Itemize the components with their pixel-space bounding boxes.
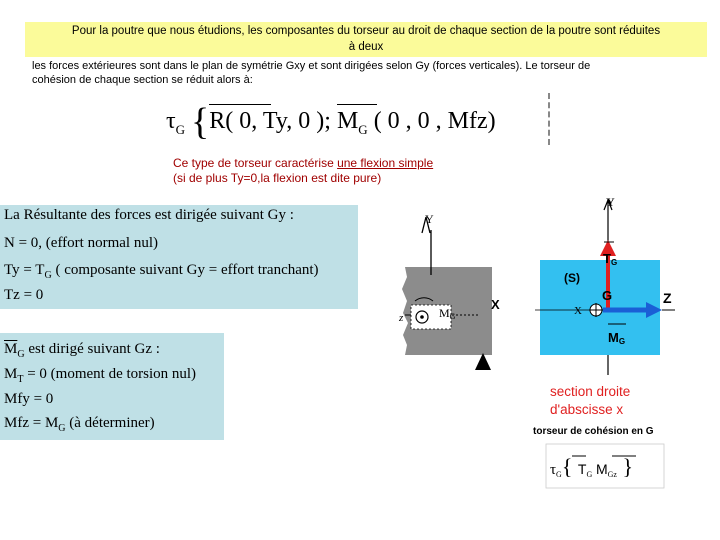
- mg-label: MG: [608, 330, 626, 346]
- resultante-line-2: N = 0, (effort normal nul): [4, 235, 158, 251]
- formula-r-text: R( 0, Ty, 0 );: [209, 108, 331, 134]
- beam-section-figure: [395, 205, 520, 385]
- y-axis-label: Y: [425, 212, 434, 226]
- caption-line-1: section droite: [550, 384, 631, 399]
- mg-label: MG: [439, 306, 456, 321]
- y-axis-label: Y: [606, 195, 615, 209]
- torseur-formula: [166, 100, 496, 144]
- tg-label: TG: [603, 251, 618, 267]
- formula-brace-icon: {: [191, 101, 210, 143]
- x-axis-label: X: [491, 297, 500, 312]
- resultante-panel: [0, 205, 358, 309]
- moment-line-3: Mfy = 0: [4, 391, 54, 407]
- formula-m-part: [337, 108, 358, 134]
- note-line-2: (si de plus Ty=0,la flexion est dite pure): [173, 171, 382, 185]
- moment-l4a: Mfz = M: [4, 415, 59, 431]
- resultante-line-1: La Résultante des forces est dirigée suivant Gy :: [4, 207, 294, 223]
- moment-l1a: $\overline{M}$: [4, 341, 18, 357]
- note-text-underlined: une flexion simple: [337, 156, 434, 170]
- mini-torseur-formula: $\tau_G${ $T_G$ $M_{Gz}$ }: [550, 454, 634, 479]
- resultante-line-3: [4, 262, 319, 281]
- note-text-a: Ce type de torseur caractérise: [173, 156, 338, 170]
- resultante-l3sub: G: [44, 270, 52, 281]
- moment-panel: [0, 333, 224, 440]
- formula-tau-sub: G: [175, 121, 186, 137]
- intro-line-2: cohésion de chaque section se réduit alors à:: [32, 74, 253, 86]
- intro-line-1: les forces extérieures sont dans le plan de symétrie Gxy et sont dirigées selon Gy (forces verticales). Le torseur de: [32, 60, 591, 72]
- header-banner: [25, 22, 707, 57]
- moment-l2b: = 0 (moment de torsion nul): [23, 366, 197, 382]
- moment-l2sub: T: [17, 374, 24, 385]
- moment-l1sub: G: [17, 349, 25, 360]
- z-axis-label: Z: [663, 290, 672, 306]
- moment-l4b: (à déterminer): [65, 415, 155, 431]
- z-axis-label: z: [399, 312, 404, 324]
- moment-line-1: [4, 341, 160, 360]
- support-icon: [475, 353, 491, 370]
- s-label: (S): [564, 271, 580, 285]
- z-out-dot-icon: [420, 315, 424, 319]
- formula-m-text: ( 0 , 0 , Mfz): [373, 108, 496, 134]
- x-axis-label: X: [574, 305, 582, 317]
- caption-line-3: torseur de cohésion en G: [533, 426, 654, 437]
- moment-line-4: [4, 415, 155, 434]
- header-line-2: à deux: [348, 41, 384, 53]
- caption-line-2: d'abscisse x: [550, 402, 624, 417]
- moment-l4sub: G: [58, 423, 66, 434]
- header-line-1: Pour la poutre que nous étudions, les composantes du torseur au droit de chaque section de la poutre sont réduites: [71, 25, 661, 37]
- g-label: G: [602, 288, 613, 303]
- flexion-note: [173, 156, 433, 186]
- formula-r-part: [209, 108, 331, 134]
- formula-tau: τ: [166, 108, 176, 134]
- resultante-l3a: Ty = T: [4, 262, 45, 278]
- formula-m: M: [336, 108, 359, 134]
- resultante-line-4: Tz = 0: [4, 287, 44, 303]
- moment-l2a: M: [4, 366, 18, 382]
- moment-l1b: est dirigé suivant Gz :: [24, 341, 160, 357]
- intro-text: [32, 59, 687, 87]
- resultante-l3b: ( composante suivant Gy = effort tranchant): [51, 262, 319, 278]
- formula-m-sub: G: [358, 121, 368, 137]
- cross-section-figure: [530, 190, 710, 495]
- moment-line-2: [4, 366, 196, 385]
